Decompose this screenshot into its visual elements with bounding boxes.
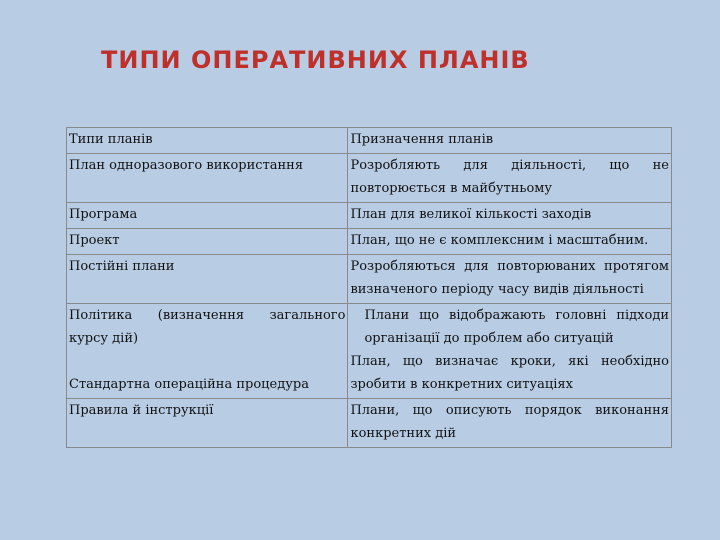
header-cell-types: Типи планів [67, 128, 348, 154]
spacer [69, 350, 345, 373]
plan-purpose-cell: Розробляються для повторюваних протягом визначеного періоду часу видів діяльності [348, 255, 672, 304]
plan-type-cell [67, 304, 348, 399]
table-row [67, 255, 672, 304]
table-row [67, 229, 672, 255]
plan-type-cell: Постійні плани [67, 255, 348, 304]
plan-purpose-cell: Плани, що описують порядок виконання конкретних дій [348, 399, 672, 448]
table-header-row [67, 128, 672, 154]
header-cell-purpose: Призначення планів [348, 128, 672, 154]
plan-type-cell: План одноразового використання [67, 154, 348, 203]
plan-type-procedure: Стандартна операційна процедура [69, 377, 309, 392]
plan-purpose-procedure: План, що визначає кроки, які необхідно зробити в конкретних ситуаціях [350, 354, 669, 392]
plan-type-cell: Програма [67, 203, 348, 229]
table-row [67, 203, 672, 229]
slide-title: ТИПИ ОПЕРАТИВНИХ ПЛАНІВ [101, 46, 530, 74]
table-row [67, 154, 672, 203]
plan-purpose-cell [348, 304, 672, 399]
plan-type-cell: Проект [67, 229, 348, 255]
table-row [67, 304, 672, 399]
plan-purpose-policy: Плани що відображають головні підходи організації до проблем або ситуацій [364, 308, 669, 346]
plan-type-policy: Політика (визначення загального курсу дій) [69, 308, 346, 346]
plan-purpose-cell: План для великої кількості заходів [348, 203, 672, 229]
table-row [67, 399, 672, 448]
plan-purpose-cell: Розробляють для діяльності, що не повторюється в майбутньому [348, 154, 672, 203]
plan-purpose-cell: План, що не є комплексним і масштабним. [348, 229, 672, 255]
plan-type-cell: Правила й інструкції [67, 399, 348, 448]
plans-table [66, 127, 672, 448]
